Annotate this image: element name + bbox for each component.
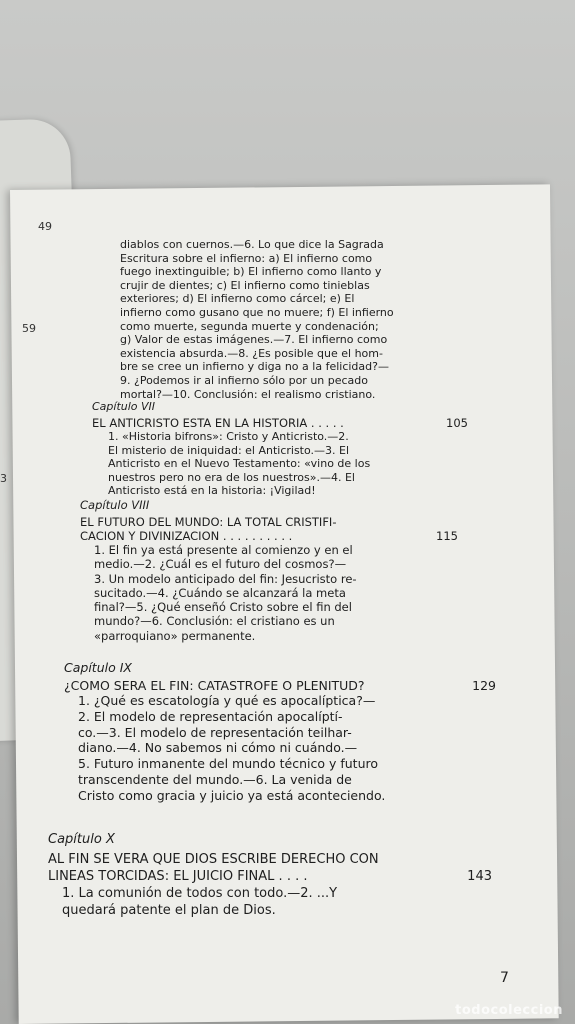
text-line: El misterio de iniquidad: el Anticristo.—3. El xyxy=(108,443,350,457)
chapter-summary xyxy=(64,693,482,804)
text-line: «parroquiano» permanente. xyxy=(94,628,256,643)
margin-mark-3: 3 xyxy=(0,472,7,485)
text-line: Anticristo en el Nuevo Testamento: «vino de los xyxy=(108,457,371,471)
chapter-heading xyxy=(92,416,468,430)
text-line: 1. ¿Qué es escatología y qué es apocalíptica?— xyxy=(78,693,376,708)
chapter-summary xyxy=(92,430,468,498)
chapter-title: CACION Y DIVINIZACION . . . . . . . . . . xyxy=(80,529,293,543)
text-line: 1. La comunión de todos con todo.—2. ...Y xyxy=(62,886,338,901)
text-line: diablos con cuernos.—6. Lo que dice la Sagrada xyxy=(120,238,384,251)
chapter-summary xyxy=(48,885,488,919)
chapter-title: EL ANTICRISTO ESTA EN LA HISTORIA . . . . . xyxy=(92,416,344,430)
chapter-title: AL FIN SE VERA QUE DIOS ESCRIBE DERECHO CON xyxy=(48,852,379,867)
chapter-label: Capítulo X xyxy=(48,832,115,847)
text-line: sucitado.—4. ¿Cuándo se alcanzará la meta xyxy=(94,585,346,600)
chapter-heading xyxy=(64,678,496,693)
text-line: mortal?—10. Conclusión: el realismo cristiano. xyxy=(120,387,376,401)
text-line: 9. ¿Podemos ir al infierno sólo por un pecado xyxy=(120,373,369,387)
chapter-8 xyxy=(80,492,458,643)
chapter-title: ¿COMO SERA EL FIN: CATASTROFE O PLENITUD? xyxy=(64,678,365,693)
chapter-page-number: 143 xyxy=(467,869,492,884)
chapter-page-number: 105 xyxy=(446,416,468,430)
text-line: mundo?—6. Conclusión: el cristiano es un xyxy=(94,614,335,629)
text-line: g) Valor de estas imágenes.—7. El infierno como xyxy=(120,333,388,347)
margin-mark-1: 49 xyxy=(38,220,52,233)
text-line: Cristo como gracia y juicio ya está aconteciendo. xyxy=(78,787,386,803)
text-line: infierno como gusano que no muere; f) El infierno xyxy=(120,305,394,319)
text-line: 5. Futuro inmanente del mundo técnico y futuro xyxy=(78,756,378,772)
text-line: transcendente del mundo.—6. La venida de xyxy=(78,771,352,787)
watermark: todocoleccion xyxy=(455,1003,563,1018)
text-line: bre se cree un infierno y diga no a la felicidad?— xyxy=(120,360,389,374)
chapter-9 xyxy=(64,654,496,804)
chapter-summary xyxy=(80,543,458,643)
margin-mark-2: 59 xyxy=(22,322,36,335)
text-line: Escritura sobre el infierno: a) El infierno como xyxy=(120,251,373,265)
chapter-10 xyxy=(48,826,492,919)
section-a-text xyxy=(120,238,450,401)
text-line: medio.—2. ¿Cuál es el futuro del cosmos?— xyxy=(94,557,347,572)
chapter-label: Capítulo VII xyxy=(92,400,156,413)
text-line: final?—5. ¿Qué enseñó Cristo sobre el fin del xyxy=(94,600,352,615)
chapter-heading xyxy=(80,515,458,543)
chapter-title: LINEAS TORCIDAS: EL JUICIO FINAL . . . . xyxy=(48,869,308,884)
text-line: quedará patente el plan de Dios. xyxy=(62,903,276,918)
text-line: exteriores; d) El infierno como cárcel; e) El xyxy=(120,292,355,306)
text-line: co.—3. El modelo de representación teilhar- xyxy=(78,724,352,740)
text-line: 3. Un modelo anticipado del fin: Jesucristo re- xyxy=(94,571,357,586)
text-line: diano.—4. No sabemos ni cómo ni cuándo.— xyxy=(78,740,358,756)
text-line: 1. El fin ya está presente al comienzo y en el xyxy=(94,543,353,557)
chapter-heading xyxy=(48,851,492,885)
text-line: crujir de dientes; c) El infierno como tinieblas xyxy=(120,278,370,292)
chapter-label: Capítulo IX xyxy=(64,660,132,675)
text-line: como muerte, segunda muerte y condenación; xyxy=(120,319,379,333)
text-line: Anticristo está en la historia: ¡Vigilad! xyxy=(108,484,316,498)
chapter-label: Capítulo VIII xyxy=(80,498,150,512)
text-line: fuego inextinguible; b) El infierno como llanto y xyxy=(120,265,382,279)
chapter-page-number: 115 xyxy=(436,529,458,543)
page-number: 7 xyxy=(500,970,509,986)
text-line: 1. «Historia bifrons»: Cristo y Anticristo.—2. xyxy=(108,430,349,443)
chapter-7 xyxy=(92,394,468,498)
chapter-title: EL FUTURO DEL MUNDO: LA TOTAL CRISTIFI- xyxy=(80,515,337,529)
chapter-page-number: 129 xyxy=(472,678,496,693)
text-line: 2. El modelo de representación apocalíptí- xyxy=(78,708,343,724)
text-line: existencia absurda.—8. ¿Es posible que el hom- xyxy=(120,346,383,360)
text-line: nuestros pero no era de los nuestros».—4. El xyxy=(108,470,355,484)
